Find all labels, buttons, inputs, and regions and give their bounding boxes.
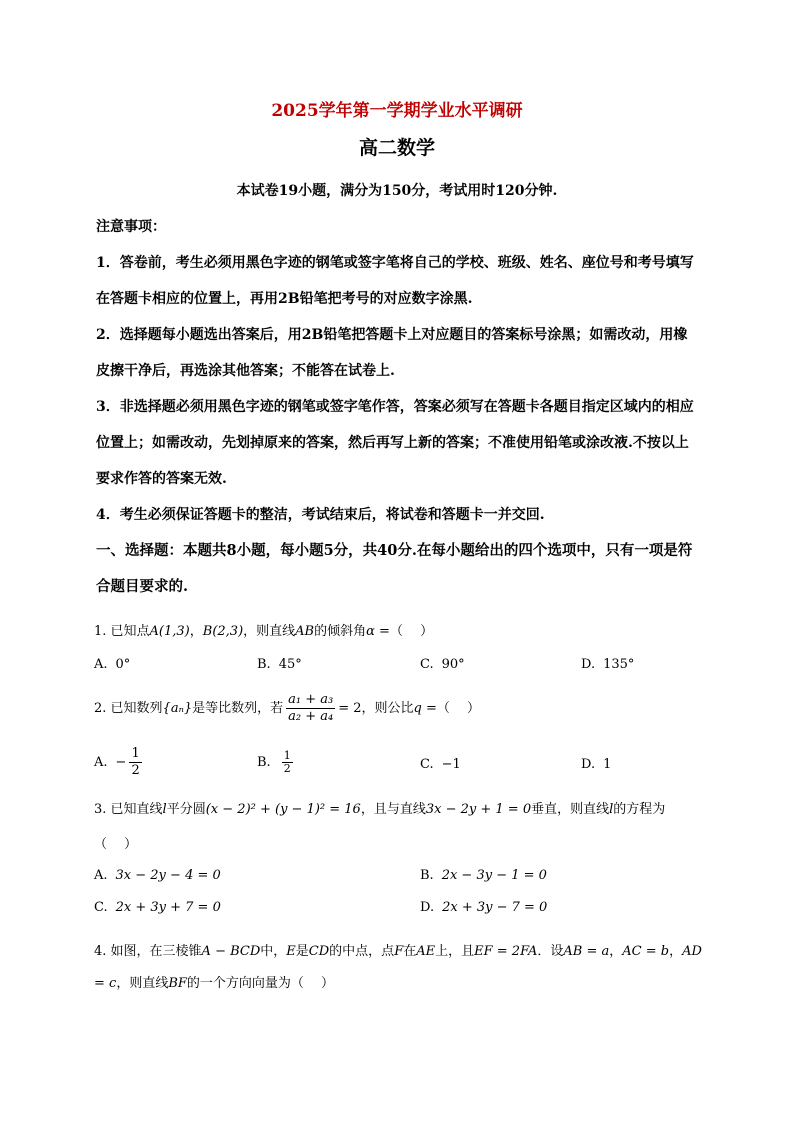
option-label: A. [94,657,108,672]
option-label: D. [581,757,596,772]
option-text: 0° [115,657,131,672]
q2-eq: = 2 [338,701,362,716]
q3-circle: (x − 2)² + (y − 1)² = 16 [205,802,361,817]
option-text: 45° [278,657,302,672]
q4-ratio: EF = 2FA [474,944,538,959]
q3-line-l-2: l [609,802,614,817]
q4-segment-cd: CD [308,944,330,959]
option-text: 1 [603,757,612,772]
option-label: B. [420,868,434,883]
frac-den: 2 [283,762,291,775]
q4-vector-ad: AD = c [94,944,702,991]
option-label: B. [257,657,271,672]
option-text: 2x + 3y + 7 = 0 [115,900,221,915]
q2-sequence: {aₙ} [162,701,193,716]
q4-comma-2: ， [669,944,683,959]
question-4 [94,936,714,1000]
option-label: D. [581,657,596,672]
section-heading: 一、选择题：本题共8小题，每小题5分，共40分.在每小题给出的四个选项中，只有一项是符合题目要求的. [96,542,693,595]
q2-option-a [94,746,145,779]
q3-line-l: l [162,802,167,817]
q2-option-c [420,757,461,772]
q4-solid: A − BCD [201,944,261,959]
notes-heading: 注意事项： [96,219,166,235]
q3-paren: （ ） [94,837,138,852]
q4-stem-d: 的中点，点 [329,944,395,959]
q2-ratio: q = [413,701,437,716]
question-3 [94,800,714,820]
q3-option-d [420,900,547,915]
q3-option-a [94,868,221,883]
option-sign: − [115,755,127,770]
option-label: C. [420,757,434,772]
option-text: 3x − 2y − 4 = 0 [115,868,221,883]
exam-info: 本试卷19小题，满分为150分，考试用时120分钟. [236,183,558,199]
q1-sep: ， [189,624,203,639]
q1-point-a: A(1,3) [149,624,190,639]
q2-paren: （ ） [436,701,481,716]
q1-stem: 1. 已知点 [94,624,150,639]
q1-alpha: α = [366,624,390,639]
option-label: C. [420,657,434,672]
option-label: B. [257,754,271,770]
exam-title: 2025学年第一学期学业水平调研 [271,101,523,121]
q4-point-f: F [394,944,404,959]
q4-stem-i: 的一个方向向量为（ ） [186,976,335,991]
option-text: 2x + 3y − 7 = 0 [442,900,548,915]
q3-stem-e: 的方程为 [613,802,666,817]
q2-frac-num: a₁ + a₃ [288,692,334,707]
q1-line: AB [295,624,315,639]
option-text: 2x − 3y − 1 = 0 [441,868,547,883]
frac-den: 2 [131,763,140,778]
option-text: 90° [441,657,465,672]
option-label: A. [94,868,108,883]
q2-stem-b: 是等比数列，若 [192,701,284,716]
q3-stem-c: ，且与直线 [360,802,426,817]
q4-vector-ab: AB = a [563,944,610,959]
subject-title: 高二数学 [358,137,435,159]
question-1 [94,622,714,642]
question-2 [94,692,714,725]
note-item-1: 1．答卷前，考生必须用黑色字迹的钢笔或签字笔将自己的学校、班级、姓名、座位号和考号填写在答题卡相应的位置上，再用2B铅笔把考号的对应数字涂黑. [96,255,694,307]
q1-stem-b: ，则直线 [243,624,296,639]
q4-point-e: E [286,944,296,959]
option-fraction [129,746,141,779]
frac-num: 1 [131,746,140,761]
q1-option-c [420,657,465,672]
option-text: −1 [441,757,461,772]
option-label: D. [420,900,435,915]
q4-comma: ， [609,944,623,959]
q3-line-eq: 3x − 2y + 1 = 0 [425,802,532,817]
q3-stem: 3. 已知直线 [94,802,163,817]
q1-point-b: B(2,3) [202,624,244,639]
note-item-4: 4．考生必须保证答题卡的整洁，考试结束后，将试卷和答题卡一并交回. [96,507,545,523]
q4-line-bf: BF [168,976,187,991]
option-fraction [282,750,293,775]
option-label: C. [94,900,108,915]
q4-segment-ae: AE [416,944,436,959]
q2-stem: 2. 已知数列 [94,701,163,716]
q3-option-c [94,900,221,915]
q4-stem-h: ，则直线 [116,976,169,991]
q4-stem-b: 中， [260,944,287,959]
note-item-2: 2．选择题每小题选出答案后，用2B铅笔把答题卡上对应题目的答案标号涂黑；如需改动，用橡皮擦干净后，再选涂其他答案；不能答在试卷上. [96,327,688,379]
q4-stem-c: 是 [295,944,309,959]
q4-stem-f: 上，且 [435,944,475,959]
q1-paren: （ ） [389,624,434,639]
q4-stem: 4. 如图，在三棱锥 [94,944,202,959]
q1-option-d [581,657,634,672]
q4-vector-ac: AC = b [622,944,670,959]
q2-stem-c: ，则公比 [361,701,414,716]
q3-stem-d: 垂直，则直线 [531,802,610,817]
option-label: A. [94,755,108,770]
q3-option-b [420,868,547,883]
q1-option-b [257,657,302,672]
note-item-3: 3．非选择题必须用黑色字迹的钢笔或签字笔作答，答案必须写在答题卡各题目指定区域内的相应位置上；如需改动，先划掉原来的答案，然后再写上新的答案；不准使用铅笔或涂改液.不按以上要求作答的答案无效. [96,399,694,487]
q2-fraction [286,692,335,725]
q2-frac-den: a₂ + a₄ [288,709,334,724]
frac-num: 1 [283,749,291,762]
q4-stem-g: ．设 [537,944,564,959]
q3-stem-b: 平分圆 [166,802,206,817]
q2-option-b [257,750,296,775]
option-text: 135° [603,657,635,672]
q1-option-a [94,657,130,672]
q2-option-d [581,757,611,772]
q1-stem-c: 的倾斜角 [314,624,367,639]
q4-stem-e: 在 [403,944,417,959]
